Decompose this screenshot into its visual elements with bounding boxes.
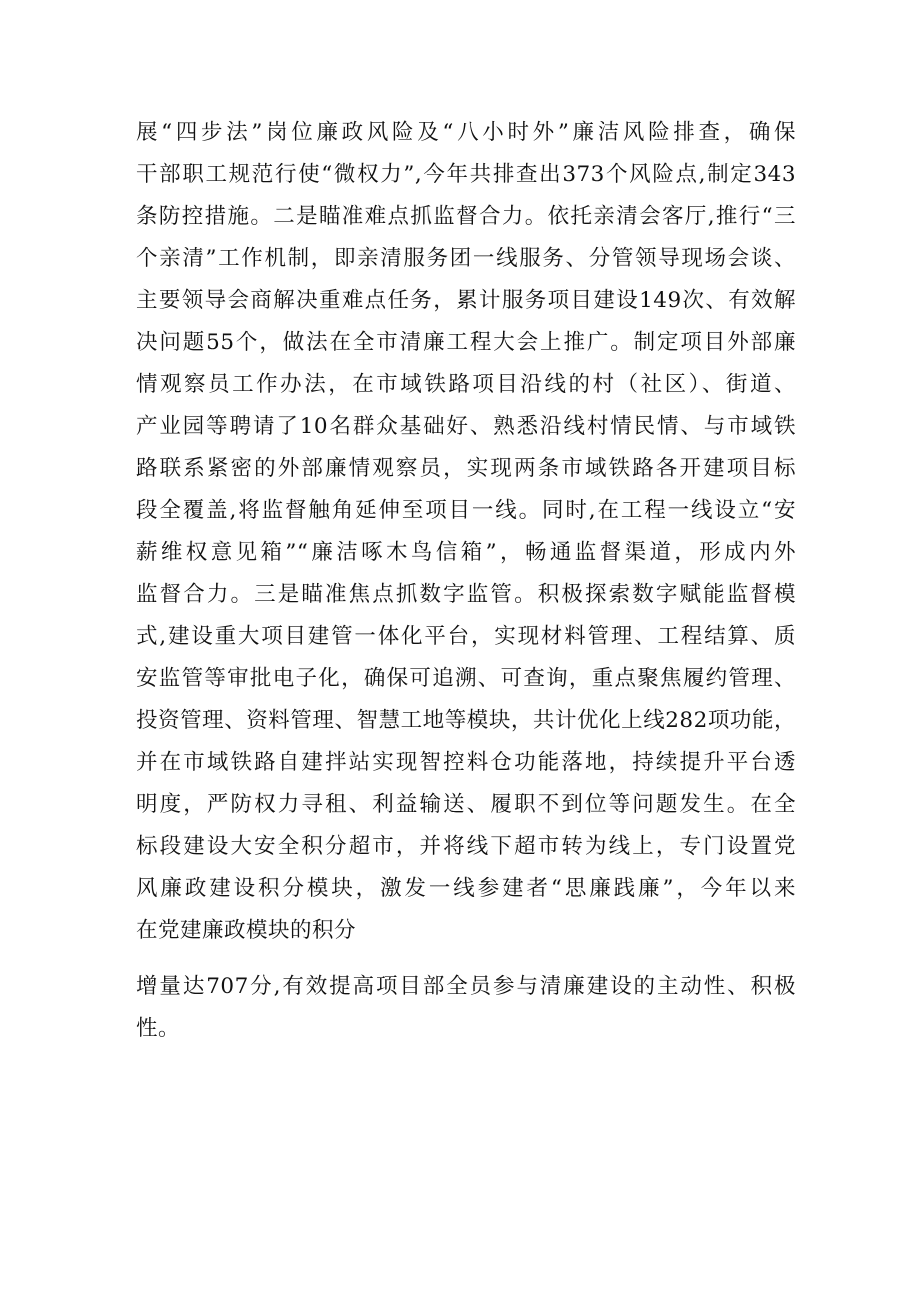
text-line: 产业园等聘请了10名群众基础好、熟悉沿线村情民情、与市域铁 xyxy=(136,414,796,439)
text-line: 式,建设重大项目建管一体化平台，实现材料管理、工程结算、质 xyxy=(136,624,796,649)
text-line: 路联系紧密的外部廉情观察员，实现两条市域铁路各开建项目标 xyxy=(136,456,796,481)
text-line: 性。 xyxy=(136,1016,181,1041)
text-line: 干部职工规范行使“微权力”,今年共排查出373个风险点,制定343 xyxy=(136,162,796,187)
body-text xyxy=(136,112,796,1050)
text-line: 标段建设大安全积分超市，并将线下超市转为线上，专门设置党 xyxy=(136,834,796,859)
text-line: 薪维权意见箱”“廉洁啄木鸟信箱”，畅通监督渠道，形成内外 xyxy=(136,540,796,565)
text-line: 情观察员工作办法，在市域铁路项目沿线的村（社区）、街道、 xyxy=(136,372,796,397)
text-line: 风廉政建设积分模块，激发一线参建者“思廉践廉”，今年以来 xyxy=(136,876,796,901)
text-line: 决问题55个，做法在全市清廉工程大会上推广。制定项目外部廉 xyxy=(136,330,796,355)
paragraph-gap xyxy=(136,952,796,966)
text-line: 在党建廉政模块的积分 xyxy=(136,918,357,943)
text-line: 投资管理、资料管理、智慧工地等模块，共计优化上线282项功能， xyxy=(136,708,796,733)
text-line: 条防控措施。二是瞄准难点抓监督合力。依托亲清会客厅,推行“三 xyxy=(136,204,796,229)
text-line: 监督合力。三是瞄准焦点抓数字监管。积极探索数字赋能监督模 xyxy=(136,582,796,607)
text-line: 增量达707分,有效提高项目部全员参与清廉建设的主动性、积极 xyxy=(136,974,796,999)
text-line: 安监管等审批电子化，确保可追溯、可查询，重点聚焦履约管理、 xyxy=(136,666,796,691)
text-line: 展“四步法”岗位廉政风险及“八小时外”廉洁风险排查，确保 xyxy=(136,120,796,145)
text-line: 段全覆盖,将监督触角延伸至项目一线。同时,在工程一线设立“安 xyxy=(136,498,796,523)
text-line: 明度，严防权力寻租、利益输送、履职不到位等问题发生。在全 xyxy=(136,792,796,817)
text-line: 个亲清”工作机制，即亲清服务团一线服务、分管领导现场会谈、 xyxy=(136,246,796,271)
text-line: 主要领导会商解决重难点任务，累计服务项目建设149次、有效解 xyxy=(136,288,796,313)
text-line: 并在市域铁路自建拌站实现智控料仓功能落地，持续提升平台透 xyxy=(136,750,796,775)
